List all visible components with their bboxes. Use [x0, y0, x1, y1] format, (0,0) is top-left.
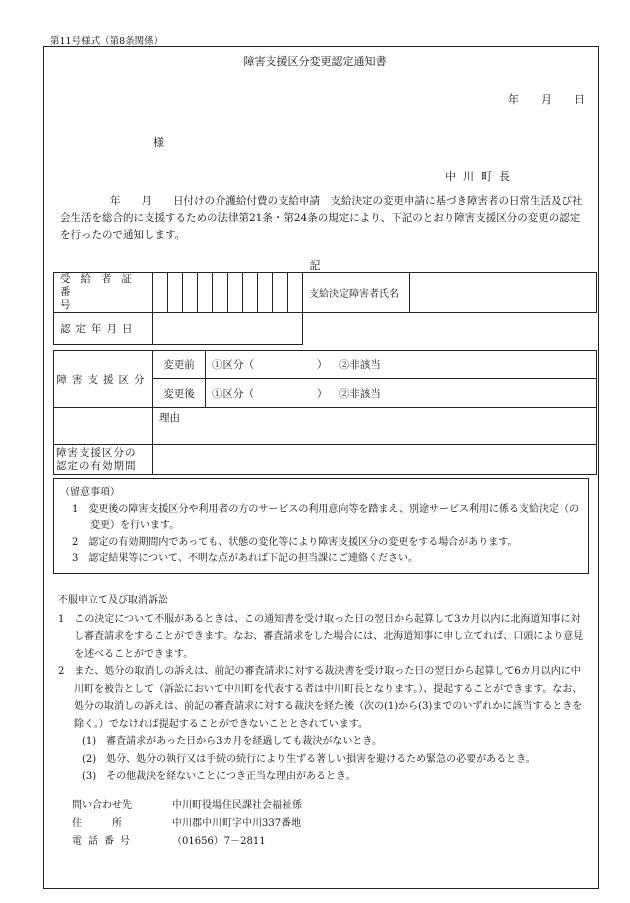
digit-cell[interactable] [228, 273, 243, 313]
category-label: 障害支援区分 [54, 351, 153, 408]
digit-cell[interactable] [273, 273, 288, 313]
appeal-sub-item: (2) 処分、処分の執行又は手続の続行により生ずる著しい損害を避けるため緊急の必要があるとき。 [82, 753, 536, 765]
notes-heading: （留意事項） [60, 487, 120, 498]
digit-cell[interactable] [168, 273, 183, 313]
reason-field[interactable] [153, 408, 597, 445]
appeal-paragraph-2: 2 また、処分の取消しの訴えは、前記の審査請求に対する裁決書を受け取った日の翌日から起算して6カ月以内に中川町を被告として（訴訟において中川町を代表する者は中川町長となります。）、提起することができます。なお、処分の取消しの訴えは、前記の審査請求に対する裁決を経た後（次の(1)から(3)までのいずれかに該当するときを除く。）でなければ提起することができないこととされています。 [58, 666, 583, 730]
document-title: 障害支援区分変更認定通知書 [243, 55, 387, 68]
category-table [53, 350, 597, 475]
digit-cell[interactable] [213, 273, 228, 313]
cert-date-label: 認定年月日 [54, 313, 153, 345]
address-label: 住 所 [72, 818, 122, 829]
cert-date-field[interactable] [153, 313, 303, 345]
after-label: 変更後 [153, 379, 206, 408]
issuer: 中川町長 [445, 170, 517, 183]
digit-cell[interactable] [183, 273, 198, 313]
phone-label: 電話番号 [72, 836, 136, 847]
validity-label-2: 認定の有効期間 [56, 459, 137, 472]
blank-area [303, 313, 597, 345]
digit-cell[interactable] [198, 273, 213, 313]
recipient-no-label [54, 273, 153, 313]
appeal-paragraph-1: 1 この決定について不服があるときは、この通知書を受け取った日の翌日から起算して3カ月以内に北海道知事に対し審査請求をすることができます。なお、審査請求をした場合には、北海道知事に申し立てれば、口頭により意見を述べることができます。 [58, 613, 584, 660]
after-options[interactable] [206, 379, 597, 408]
appeal-section [58, 592, 588, 786]
note-item: 1 変更後の障害支援区分や利用者の方のサービスの利用意向等を踏まえ、別途サービス利用に係る支給決定（の変更）を行います。 [72, 503, 579, 531]
after-category-option[interactable]: ①区分（ ） [212, 387, 328, 400]
appeal-sub-item: (1) 審査請求があった日から3カ月を経過しても裁決がないとき。 [82, 736, 383, 747]
note-item: 2 認定の有効期間内であっても、状態の変化等により障害支援区分の変更をする場合があります。 [72, 536, 518, 548]
contact-block [72, 797, 302, 851]
issue-date: 年 月 日 [508, 93, 585, 106]
validity-label-1: 障害支援区分の [56, 446, 137, 459]
note-item: 3 認定結果等について、不明な点があれば下記の担当課にご連絡ください。 [72, 553, 418, 564]
name-field[interactable] [410, 273, 597, 313]
recipient-no-label-2: 番号 [60, 286, 131, 311]
digit-cell[interactable] [258, 273, 273, 313]
digit-cell[interactable] [243, 273, 258, 313]
addressee-honorific: 様 [153, 136, 164, 149]
address-value: 中川郡中川町字中川337番地 [172, 818, 302, 829]
appeal-heading: 不服申立て及び取消訴訟 [58, 595, 168, 606]
reason-label: 理由 [159, 412, 180, 424]
validity-label [54, 445, 153, 475]
digit-cell[interactable] [153, 273, 168, 313]
reason-spacer [54, 408, 153, 445]
before-na-option[interactable]: ②非該当 [338, 359, 381, 371]
recipient-table [53, 272, 597, 345]
before-options[interactable] [206, 351, 597, 379]
validity-field[interactable] [153, 445, 597, 475]
ki-heading: 記 [309, 259, 321, 272]
name-label: 支給決定障害者氏名 [303, 273, 410, 313]
digit-cell[interactable] [288, 273, 303, 313]
before-label: 変更前 [153, 351, 206, 379]
after-na-option[interactable]: ②非該当 [338, 387, 381, 400]
appeal-sub-item: (3) その他裁決を経ないことにつき正当な理由があるとき。 [82, 771, 356, 782]
inquiry-label: 問い合わせ先 [72, 800, 132, 811]
body-text: 年 月 日付けの介護給付費の支給申請 支給決定の変更申請に基づき障害者の日常生活及び社会生活を総合的に支援するための法律第21条・第24条の規定により、下記のとおり障害支援区分の変更の認定を行ったので通知します。 [60, 195, 583, 241]
before-category-option[interactable]: ①区分（ ） [212, 359, 328, 371]
inquiry-value: 中川町役場住民課社会福祉係 [172, 800, 302, 811]
recipient-no-label-1: 受給者証 [60, 273, 142, 285]
phone-value: （01656）7－2811 [172, 836, 266, 847]
form-number: 第11号様式（第8条関係） [50, 36, 164, 47]
notes-box [53, 478, 589, 574]
